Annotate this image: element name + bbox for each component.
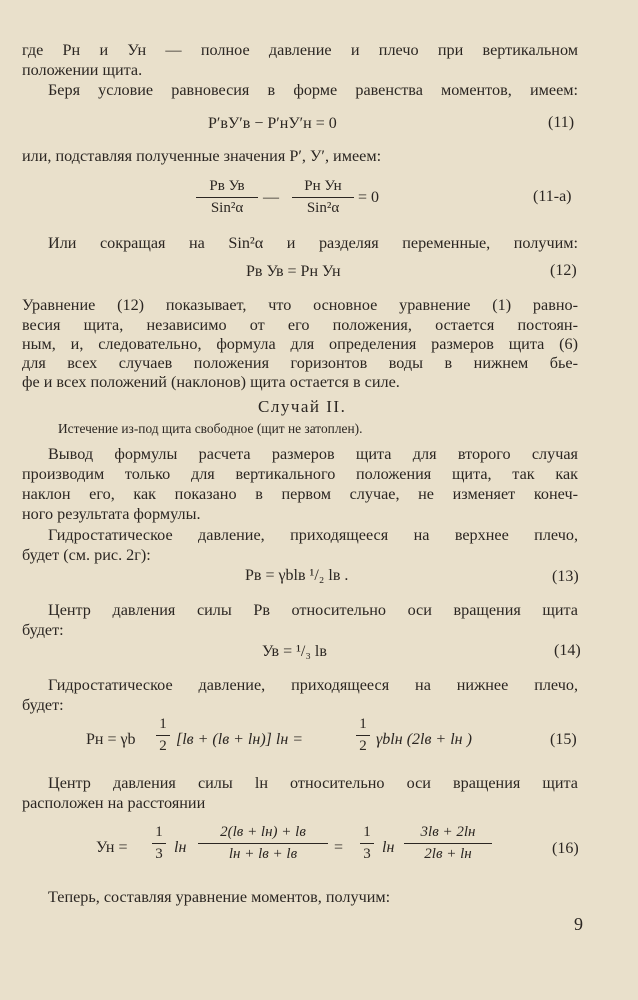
- text-line: ного результата формулы.: [22, 505, 201, 523]
- denominator: Sin²α: [210, 200, 244, 216]
- text-line: производим только для вертикального положения щита, так как: [22, 465, 578, 483]
- text-line: Центр давления силы Рв относительно оси вращения щита: [48, 601, 578, 619]
- text-line: Гидростатическое давление, приходящееся на верхнее плечо,: [48, 526, 578, 544]
- equation-16-lhs: Ун =: [96, 839, 128, 856]
- case-heading: Случай II.: [258, 397, 347, 416]
- fraction: [356, 716, 370, 755]
- numerator: 1: [155, 824, 163, 840]
- fraction: [196, 178, 258, 217]
- equation-15-middle: [lв + (lв + lн)] lн =: [176, 731, 304, 748]
- numerator: 1: [363, 824, 371, 840]
- numerator: 3lв + 2lн: [420, 824, 476, 840]
- fraction: [292, 178, 354, 217]
- denominator: 2: [359, 738, 367, 754]
- equation-13: Рв = γblв ¹/₂ lв .: [245, 567, 349, 584]
- equation-number: (12): [550, 262, 577, 279]
- fraction: [198, 824, 328, 863]
- text-line: будет:: [22, 621, 64, 639]
- numerator: 2(lв + lн) + lв: [220, 824, 306, 840]
- equation-11: Р′вУ′в − Р′нУ′н = 0: [208, 115, 337, 132]
- text-line: наклон его, как показано в первом случае, не изменяет конеч-: [22, 485, 578, 503]
- minus-sign: —: [263, 189, 279, 206]
- fraction-bar: [404, 843, 492, 844]
- equation-rhs: = 0: [358, 189, 380, 206]
- fraction-bar: [360, 843, 374, 844]
- fraction-bar: [156, 735, 170, 736]
- fraction: [152, 824, 166, 863]
- page-number: 9: [574, 914, 583, 934]
- text-line: положении щита.: [22, 61, 143, 79]
- text-line: расположен на расстоянии: [22, 794, 206, 812]
- text-line: или, подставляя полученные значения Р′, У′, имеем:: [22, 147, 382, 165]
- text-line: Теперь, составляя уравнение моментов, получим:: [48, 888, 391, 906]
- equation-number: (15): [550, 731, 577, 748]
- numerator: 1: [159, 716, 167, 732]
- fraction-bar: [292, 197, 354, 198]
- denominator: Sin²α: [306, 200, 340, 216]
- fraction: [156, 716, 170, 755]
- equation-12: Рв Ув = Рн Ун: [246, 263, 341, 280]
- equation-14: Ув = ¹/₃ lв: [262, 643, 327, 660]
- denominator: 2: [159, 738, 167, 754]
- equation-number: (11): [548, 114, 575, 131]
- equation-15-rhs: γblн (2lв + lн ): [376, 731, 472, 748]
- text-line: для всех случаев положения горизонтов воды в нижнем бье-: [22, 354, 578, 372]
- denominator: 3: [155, 846, 163, 862]
- fraction-bar: [196, 197, 258, 198]
- text-line: Беря условие равновесия в форме равенства моментов, имеем:: [48, 81, 578, 99]
- equation-number: (13): [552, 568, 579, 585]
- equation-number: (11-а): [533, 188, 572, 205]
- case-subheading: Истечение из-под щита свободное (щит не затоплен).: [58, 421, 363, 436]
- text-line: Центр давления силы lн относительно оси вращения щита: [48, 774, 578, 792]
- text-line: где Рн и Ун — полное давление и плечо при вертикальном: [22, 41, 578, 59]
- text-line: фе и всех положений (наклонов) щита остается в силе.: [22, 373, 400, 391]
- text-line: будет (см. рис. 2г):: [22, 546, 151, 564]
- equation-16-term: lн: [382, 839, 395, 856]
- fraction: [360, 824, 374, 863]
- text-line: Или сокращая на Sin²α и разделяя переменные, получим:: [48, 234, 578, 252]
- text-line: Уравнение (12) показывает, что основное уравнение (1) равно-: [22, 296, 578, 314]
- equation-number: (16): [552, 840, 579, 857]
- text-line: Гидростатическое давление, приходящееся на нижнее плечо,: [48, 676, 578, 694]
- equals-sign: =: [334, 839, 344, 856]
- fraction-bar: [152, 843, 166, 844]
- text-line: будет:: [22, 696, 64, 714]
- fraction-bar: [356, 735, 370, 736]
- text-line: Вывод формулы расчета размеров щита для второго случая: [48, 445, 578, 463]
- equation-number: (14): [554, 642, 581, 659]
- numerator: Рв Ув: [209, 178, 245, 194]
- denominator: 3: [363, 846, 371, 862]
- equation-15-lhs: Рн = γb: [86, 731, 136, 748]
- fraction: [404, 824, 492, 863]
- numerator: 1: [359, 716, 367, 732]
- denominator: 2lв + lн: [424, 846, 472, 862]
- text-line: ным, и, следовательно, формула для определения размеров щита (6): [22, 335, 578, 353]
- text-line: весия щита, независимо от его положения, остается постоян-: [22, 316, 578, 334]
- numerator: Рн Ун: [304, 178, 342, 194]
- denominator: lн + lв + lв: [228, 846, 298, 862]
- equation-16-term: lн: [174, 839, 187, 856]
- fraction-bar: [198, 843, 328, 844]
